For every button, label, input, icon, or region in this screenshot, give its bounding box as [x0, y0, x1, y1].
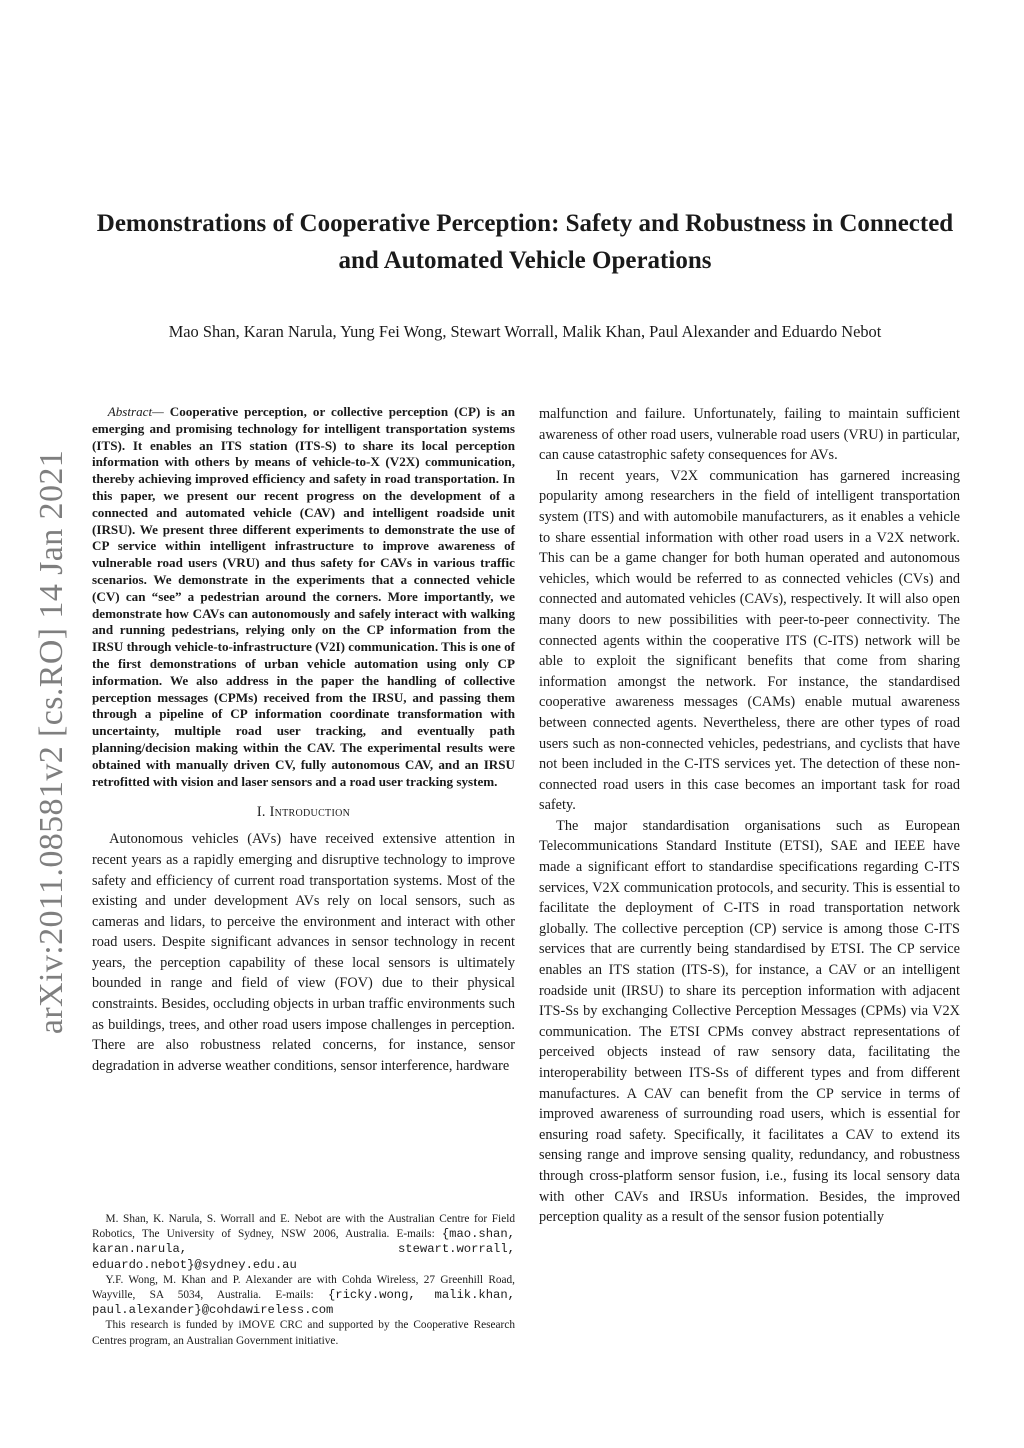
abstract-label: Abstract—	[107, 404, 164, 419]
intro-paragraph-1-continued: malfunction and failure. Unfortunately, failing to maintain sufficient awareness of other road users, vulnerable road users (VRU) in particular, can cause catastrophic safety consequences for AVs.	[539, 406, 960, 464]
footnote-1-emails: {mao.shan, karan.narula, stewart.worrall, eduardo.nebot}@sydney.edu.au	[92, 1227, 515, 1272]
paper-title: Demonstrations of Cooperative Perception: Safety and Robustness in Connected and Automated Vehicle Operations	[96, 210, 954, 274]
footnote-affiliation-cohda	[92, 1273, 515, 1319]
abstract	[92, 404, 515, 790]
footnote-funding: This research is funded by iMOVE CRC and supported by the Cooperative Research Centres program, an Australian Government initiative.	[92, 1319, 515, 1347]
author-list: Mao Shan, Karan Narula, Yung Fei Wong, Stewart Worrall, Malik Khan, Paul Alexander and Eduardo Nebot	[168, 322, 882, 341]
intro-paragraph-1: Autonomous vehicles (AVs) have received extensive attention in recent years as a rapidly emerging and disruptive technology to improve safety and efficiency of current road transportation systems. Most of the existing and under development AVs rely on local sensors, such as cameras and lidars, to perceive the environment and interact with other road users. Despite significant advances in sensor technology in recent years, the perception capability of these local sensors is ultimately bounded in range and field of view (FOV) due to their physical constraints. Besides, occluding objects in urban traffic environments such as buildings, trees, and other road users impose challenges in perception. There are also robustness related concerns, for instance, sensor degradation in adverse weather conditions, sensor interference, hardware	[92, 831, 515, 1074]
left-column	[92, 404, 515, 1076]
footnote-affiliation-sydney	[92, 1212, 515, 1273]
arxiv-identifier: arXiv:2011.08581v2 [cs.RO] 14 Jan 2021	[33, 449, 70, 1035]
section-title: Introduction	[269, 804, 351, 821]
footnote-1-text: M. Shan, K. Narula, S. Worrall and E. Nebot are with the Australian Centre for Field Robotics, The University of Sydney, NSW 2006, Australia. E-mails:	[92, 1213, 515, 1241]
intro-paragraph-3: The major standardisation organisations such as European Telecommunications Standard Institute (ETSI), SAE and IEEE have made a significant effort to standardise specifications regarding C-ITS services, V2X communication protocols, and security. This is essential to facilitate the deployment of C-ITS in road transportation network globally. The collective perception (CP) service is among those C-ITS services that are currently being standardised by ETSI. The CP service enables an ITS station (ITS-S), for instance, a CAV or an intelligent roadside unit (IRSU) to share its perception information with adjacent ITS-Ss by exchanging Collective Perception Messages (CPMs) via V2X communication. The ETSI CPMs convey abstract representations of perceived objects instead of raw sensory data, facilitating the interoperability between ITS-Ss of different types and from different manufactures. A CAV can benefit from the CP service in terms of improved awareness of surrounding road users, which is essential for ensuring road safety. Specifically, it facilitates a CAV to extend its sensing range and improve sensing quality, redundancy, and robustness through cross-platform sensor fusion, i.e., fusing its local sensory data with other CAVs and IRSUs information. Besides, the improved perception quality as a result of the sensor fusion potentially	[539, 817, 960, 1226]
section-heading-introduction	[92, 804, 515, 821]
footnote-2-emails: {ricky.wong, malik.khan, paul.alexander}@cohdawireless.com	[92, 1288, 515, 1318]
footnote-2-text: Y.F. Wong, M. Khan and P. Alexander are with Cohda Wireless, 27 Greenhill Road, Wayville, SA 5034, Australia. E-mails:	[92, 1273, 515, 1302]
abstract-text: Cooperative perception, or collective perception (CP) is an emerging and promising technology for intelligent transportation systems (ITS). It enables an ITS station (ITS-S) to share its local perception information with others by means of vehicle-to-X (V2X) communication, thereby achieving improved efficiency and safety in road transportation. In this paper, we present our recent progress on the development of a connected and automated vehicle (CAV) and intelligent roadside unit (IRSU). We present three different experiments to demonstrate the use of CP service within intelligent infrastructure to improve awareness of vulnerable road users (VRU) and thus safety for CAVs in various traffic scenarios. We demonstrate in the experiments that a connected vehicle (CV) can “see” a pedestrian around the corners. More importantly, we demonstrate how CAVs can autonomously and safely interact with walking and running pedestrians, relying only on the CP information from the IRSU through vehicle-to-infrastructure (V2I) communication. This is one of the first demonstrations of urban vehicle automation using only CP information. We also address in the paper the handling of collective perception messages (CPMs) received from the IRSU, and passing them through a pipeline of CP information coordinate transformation with uncertainty, multiple road user tracking, and eventually path planning/decision making within the CAV. The experimental results were obtained with manually driven CV, fully autonomous CAV, and an IRSU retrofitted with vision and laser sensors and a road user tracking system.	[92, 404, 515, 789]
intro-paragraph-2: In recent years, V2X communication has garnered increasing popularity among researchers in the field of intelligent transportation system (ITS) and with automobile manufacturers, as it enables a vehicle to share essential information with other road users in a V2X network. This can be a game changer for both human operated and autonomous vehicles, which would be referred to as connected vehicles (CVs) and connected and automated vehicles (CAVs), respectively. It will also open many doors to new possibilities with peer-to-peer connectivity. The connected agents within the cooperative ITS (C-ITS) network will be able to exploit the significant benefits that come from sharing information amongst the network. For instance, the standardised cooperative awareness messages (CAMs) enable mutual awareness between connected agents. Nevertheless, there are other types of road users such as non-connected vehicles, pedestrians, and cyclists that have not been included in the C-ITS services yet. The detection of these non-connected road users in this case becomes an important task for road safety.	[539, 467, 960, 814]
section-number: I.	[256, 804, 270, 821]
right-column	[539, 404, 960, 1228]
footnotes	[92, 1212, 515, 1349]
